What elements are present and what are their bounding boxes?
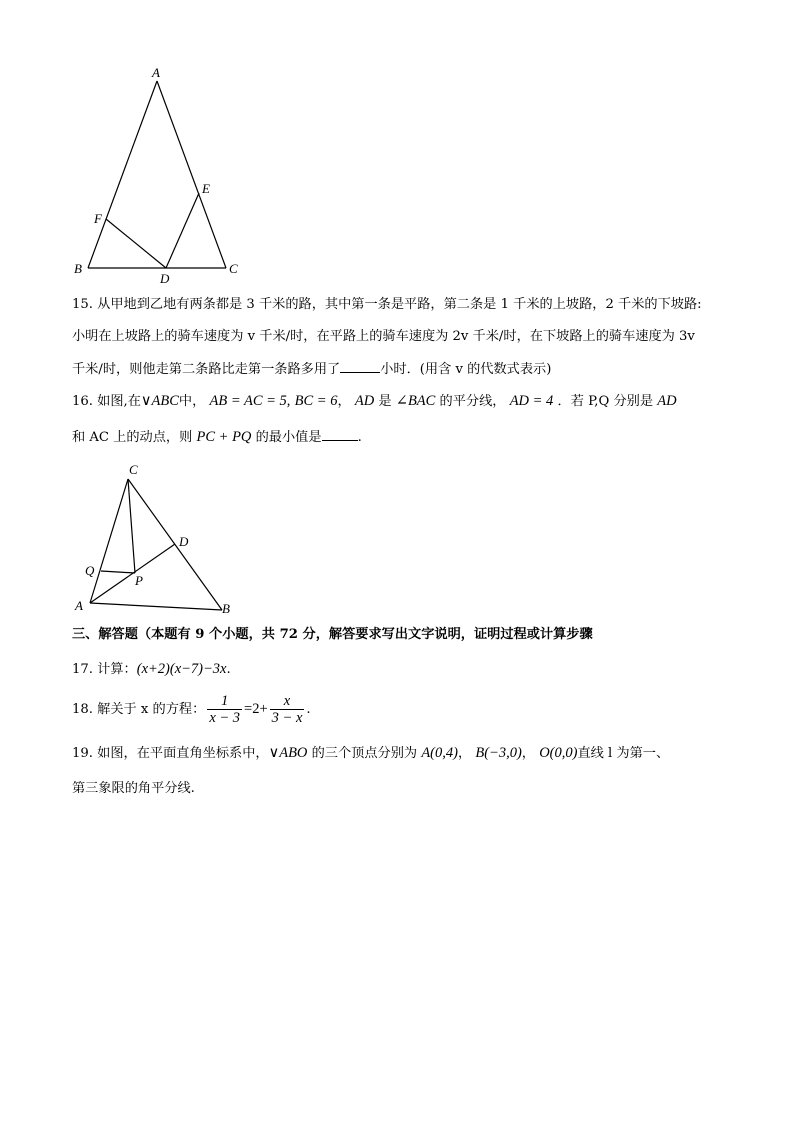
q19-line2 <box>72 780 195 798</box>
q16-line2 <box>72 428 362 447</box>
segment-ab2 <box>90 603 222 610</box>
q19-p1: 19. 如图，在平面直角坐标系中， <box>72 746 269 761</box>
q18-den1: x − 3 <box>209 710 241 726</box>
q15-text1: 15. 从甲地到乙地有两条都是 3 千米的路，其中第一条是平路，第二条是 1 千米的上坡路，2 千米的下坡路: <box>72 297 702 312</box>
q18-num1: 1 <box>207 693 242 710</box>
q17 <box>72 660 231 679</box>
q18-num2: x <box>270 693 305 710</box>
q16-line2b: 的最小值是 <box>255 430 322 445</box>
label-a2: A <box>75 598 83 613</box>
label-c2: C <box>129 462 138 477</box>
q19-c1: ， <box>457 746 472 761</box>
q19-c2: ， <box>521 746 535 761</box>
q19-triangle: ∨ABO <box>268 745 308 761</box>
q18-fraction2 <box>270 693 305 726</box>
q15-line1 <box>72 296 702 314</box>
q19-point-b: B(−3,0) <box>475 745 522 761</box>
q18-fraction1 <box>207 693 242 726</box>
segment-ab <box>88 81 157 268</box>
q19-p2: 的三个顶点分别为 <box>311 746 418 761</box>
q16-angle: ∠BAC <box>395 393 436 409</box>
q15-line3 <box>72 360 551 379</box>
q17-prefix: 17. 计算： <box>72 662 137 677</box>
q19-point-o: O(0,0) <box>539 745 578 761</box>
q18-mid: =2+ <box>244 701 268 717</box>
label-c: C <box>229 261 238 276</box>
label-d2: D <box>179 534 189 549</box>
label-f: F <box>94 211 102 226</box>
segment-fd <box>106 219 166 268</box>
q15-line2 <box>72 328 695 346</box>
section3-heading-text: 三、解答题（本题有 9 个小题，共 72 分，解答要求写出文字说明，证明过程或计算步骤 <box>72 627 593 642</box>
segment-qp <box>101 571 135 573</box>
q15-text2: 小明在上坡路上的骑车速度为 v 千米/时，在平路上的骑车速度为 2v 千米/时，在下坡路上的骑车速度为 3v <box>72 329 695 344</box>
figure-triangle-pq <box>70 458 250 620</box>
segment-cp <box>128 479 135 573</box>
label-p2: P <box>135 573 143 588</box>
q16-p6: ．若 P,Q 分别是 <box>557 394 654 409</box>
q16-p1: 16. 如图,在 <box>72 394 141 409</box>
segment-de <box>166 193 199 268</box>
label-a: A <box>152 65 160 80</box>
q18-suffix: . <box>306 702 311 717</box>
q15-answer-blank[interactable] <box>340 360 380 373</box>
segment-ac <box>157 81 226 268</box>
q18-den2: 3 − x <box>271 710 303 726</box>
q18 <box>72 692 311 727</box>
section3-heading <box>72 626 593 644</box>
label-e: E <box>202 181 210 196</box>
q16-ad: AD <box>354 393 375 409</box>
q16-p3: ， <box>337 394 351 409</box>
q15-text3b: 小时．(用含 v 的代数式表示) <box>380 362 552 377</box>
q17-expr: (x+2)(x−7)−3x <box>136 661 227 677</box>
segment-ad <box>90 544 175 603</box>
q16-p2: 中， <box>178 394 206 409</box>
q16-eq3: AD = 4 <box>509 393 554 409</box>
figure-triangle-abc-svg <box>70 60 270 290</box>
q16-eq2: BC = 6 <box>294 393 338 409</box>
q19-text2: 第三象限的角平分线. <box>72 781 195 796</box>
q16-p5: 的平分线， <box>439 394 506 409</box>
segment-ca <box>90 479 128 603</box>
q16-ad2: AD <box>657 393 677 409</box>
q16-answer-blank[interactable] <box>322 428 358 441</box>
q16-expr: PC + PQ <box>196 429 252 445</box>
q19-p3: 直线 l 为第一、 <box>577 746 670 761</box>
figure-triangle-abc <box>70 60 270 290</box>
q15-text3a: 千米/时，则他走第二条路比走第一条路多用了 <box>72 362 341 377</box>
figure-triangle-pq-svg <box>70 458 250 620</box>
label-q2: Q <box>85 563 95 578</box>
q16-line2c: . <box>357 430 362 445</box>
label-d: D <box>160 271 170 286</box>
q16-p4: 是 <box>378 394 392 409</box>
q19-point-a: A(0,4) <box>421 745 458 761</box>
q16-line1 <box>72 392 677 411</box>
q18-prefix: 18. 解关于 x 的方程： <box>72 702 206 717</box>
q16-eq1: AB = AC = 5, <box>209 393 291 409</box>
label-b: B <box>74 261 82 276</box>
q16-line2a: 和 AC 上的动点，则 <box>72 430 193 445</box>
q16-triangle: ∨ABC <box>140 393 179 409</box>
q19-line1 <box>72 744 669 763</box>
q17-suffix: . <box>226 662 231 677</box>
label-b2: B <box>222 601 230 616</box>
